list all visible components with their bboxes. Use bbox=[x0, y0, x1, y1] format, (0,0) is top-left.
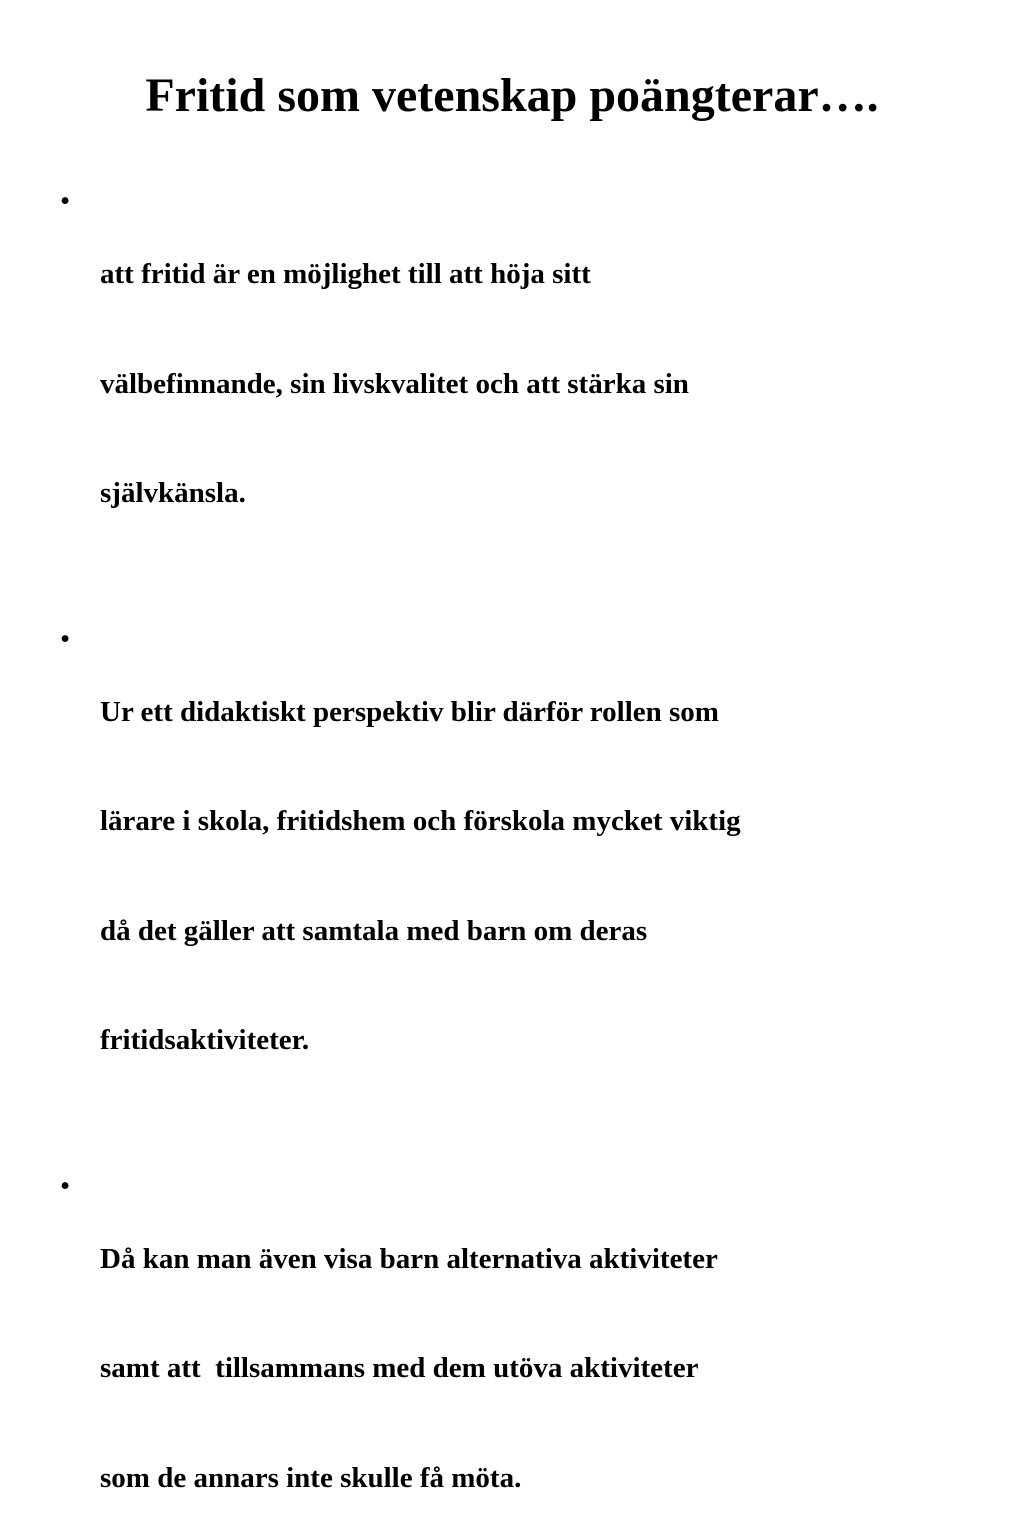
bullet-text-line: självkänsla. bbox=[100, 475, 970, 512]
bullet-text-line: fritidsaktiviteter. bbox=[100, 1022, 970, 1059]
slide-title: Fritid som vetenskap poängterar…. bbox=[0, 68, 1024, 124]
bullet-text bbox=[100, 659, 970, 1129]
bullet-item bbox=[60, 183, 970, 585]
bullet-text-line: välbefinnande, sin livskvalitet och att stärka sin bbox=[100, 366, 970, 403]
bullet-text-line: som de annars inte skulle få möta. bbox=[100, 1460, 970, 1497]
bullet-text bbox=[100, 1206, 970, 1536]
bullet-item bbox=[60, 621, 970, 1132]
bullet-text-line: då det gäller att samtala med barn om deras bbox=[100, 913, 970, 950]
bullet-marker: • bbox=[60, 621, 70, 658]
bullet-list bbox=[60, 183, 970, 1536]
bullet-text-line: Då kan man även visa barn alternativa aktiviteter bbox=[100, 1241, 970, 1278]
bullet-text-line: samt att tillsammans med dem utöva aktiviteter bbox=[100, 1350, 970, 1387]
bullet-item bbox=[60, 1168, 970, 1536]
bullet-text-line: lärare i skola, fritidshem och förskola mycket viktig bbox=[100, 803, 970, 840]
bullet-marker: • bbox=[60, 183, 70, 220]
bullet-text bbox=[100, 222, 970, 583]
bullet-text-line: att fritid är en möjlighet till att höja sitt bbox=[100, 256, 970, 293]
bullet-text-line: Ur ett didaktiskt perspektiv blir därför rollen som bbox=[100, 694, 970, 731]
bullet-marker: • bbox=[60, 1168, 70, 1205]
